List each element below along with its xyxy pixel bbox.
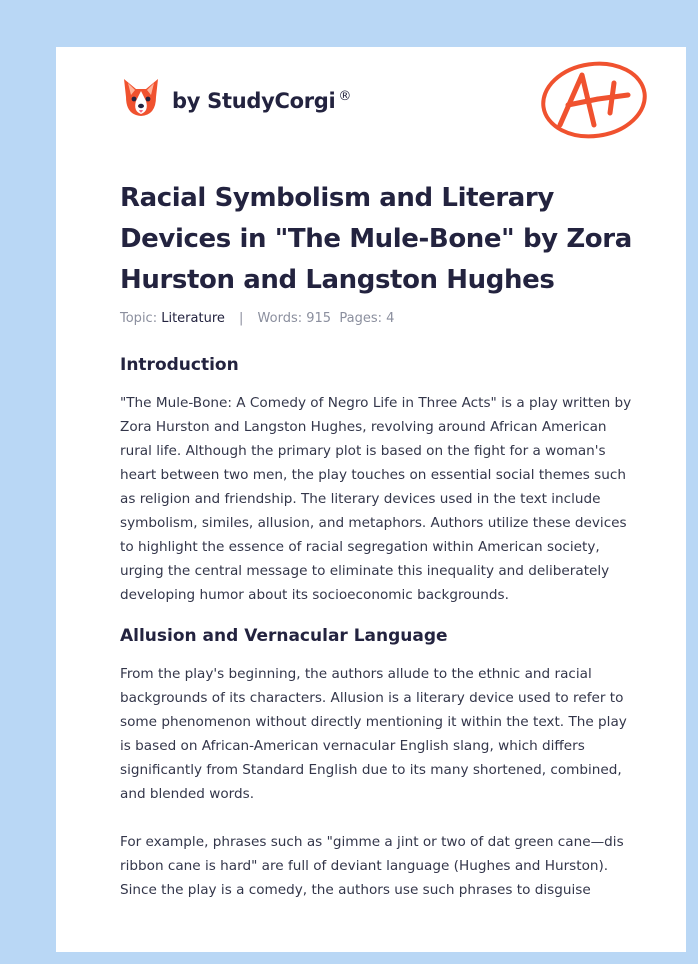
pages-label: Pages:: [339, 311, 382, 326]
paragraph: From the play's beginning, the authors allude to the ethnic and racial backgrounds of its characters. Allusion is a literary device used to refer to some phenomenon without directly mentioning it within the text. The play is based on African-American vernacular English slang, which differs significantly from Standard English due to its many shortened, combined, and blended words.: [120, 666, 627, 802]
topic-link[interactable]: Literature: [161, 311, 225, 326]
brand-name: by StudyCorgi ®: [172, 89, 352, 113]
words-label: Words:: [257, 311, 303, 326]
studycorgi-logo[interactable]: [120, 75, 351, 119]
corgi-icon: [120, 75, 162, 119]
section-heading-allusion: Allusion and Vernacular Language: [120, 626, 448, 646]
paragraph: For example, phrases such as "gimme a jint or two of dat green cane—dis ribbon cane is hard" are full of deviant language (Hughes and Hurston). Since the play is a comedy, the authors use such phrases to disguise: [120, 834, 624, 898]
a-plus-grade-icon: [538, 59, 650, 141]
paragraph: "The Mule-Bone: A Comedy of Negro Life in Three Acts" is a play written by Zora Hurston and Langston Hughes, revolving around African American rural life. Although the primary plot is based on the fight for a woman's heart between two men, the play touches on essential social themes such as religion and friendship. The literary devices used in the text include symbolism, similes, allusion, and metaphors. Authors utilize these devices to highlight the essence of racial segregation within American society, urging the central message to eliminate this inequality and deliberately developing humor about its socioeconomic backgrounds.: [120, 395, 632, 603]
article-title: Racial Symbolism and Literary Devices in "The Mule-Bone" by Zora Hurston and Langston Hughes: [120, 183, 632, 295]
article-meta: [120, 311, 394, 326]
section-heading-introduction: Introduction: [120, 355, 239, 375]
meta-separator: |: [239, 311, 244, 326]
article-body: [120, 352, 640, 902]
pages-count: 4: [386, 311, 395, 326]
document-page: [56, 47, 686, 952]
topic-label: Topic:: [120, 311, 158, 326]
words-count: 915: [306, 311, 332, 326]
